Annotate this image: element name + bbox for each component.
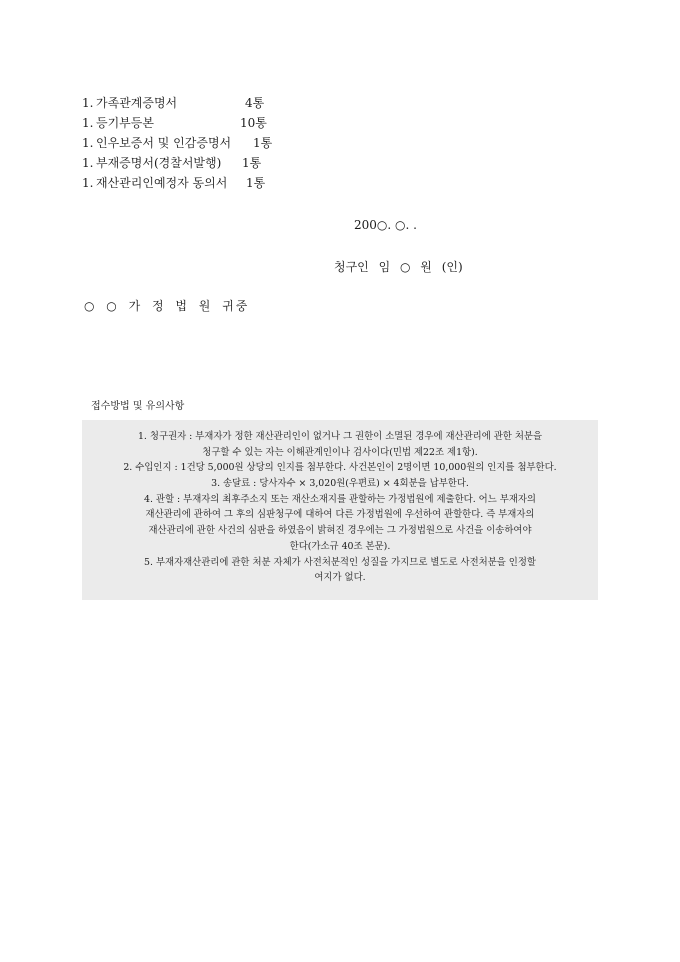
note-line: 청구할 수 있는 자는 이해관계인이나 검사이다(민법 제22조 제1항). (202, 446, 478, 458)
claimant-signature: 청구인 임 ○ 원 (인) (334, 260, 463, 274)
attachment-name: 가족관계증명서 (96, 96, 178, 110)
attachment-count: 1통 (246, 176, 266, 190)
attachment-count: 1통 (253, 136, 273, 150)
filing-date: 200○. ○. . (354, 218, 417, 232)
attachment-number: 1. (82, 96, 94, 110)
note-line: 4. 관할 : 부재자의 최후주소지 또는 재산소재지를 관할하는 가정법원에 제출한다. 어느 부재자의 (143, 493, 536, 505)
attachment-number: 1. (82, 156, 94, 170)
attachment-name: 재산관리인예정자 동의서 (96, 176, 228, 190)
note-line: 한다(가소규 40조 본문). (289, 540, 391, 552)
attachment-name: 등기부등본 (96, 116, 154, 130)
attachment-name: 부재증명서(경찰서발행) (96, 156, 222, 170)
note-line: 1. 청구권자 : 부재자가 정한 재산관리인이 없거나 그 권한이 소멸된 경우에 재산관리에 관한 처분을 (137, 431, 543, 442)
attachment-count: 1통 (242, 156, 262, 170)
notes-heading: 접수방법 및 유의사항 (91, 401, 185, 412)
attachment-number: 1. (82, 136, 94, 150)
attachment-name: 인우보증서 및 인감증명서 (96, 136, 232, 150)
note-line: 3. 송달료 : 당사자수 × 3,020원(우편료) × 4회분을 납부한다. (211, 478, 469, 490)
note-line: 여지가 없다. (314, 572, 366, 584)
note-line: 5. 부재자재산관리에 관한 처분 자체가 사전처분적인 성질을 가지므로 별도로 사전처분을 인정할 (144, 556, 536, 568)
note-line: 재산관리에 관한 사건의 심판을 하였음이 밝혀진 경우에는 그 가정법원으로 사건을 이송하여야 (148, 525, 532, 537)
note-line: 재산관리에 관하여 그 후의 심판청구에 대하여 다른 가정법원에 우선하여 관할한다. 즉 부재자의 (145, 509, 535, 521)
notes-box (82, 420, 598, 600)
attachment-number: 1. (82, 176, 94, 190)
court-addressee: ○ ○ 가 정 법 원 귀중 (84, 299, 250, 313)
attachment-count: 10통 (240, 116, 267, 130)
attachment-count: 4통 (245, 96, 265, 110)
note-line: 2. 수입인지 : 1건당 5,000원 상당의 인지를 첨부한다. 사건본인이 2명이면 10,000원의 인지를 첨부한다. (123, 462, 557, 474)
attachment-number: 1. (82, 116, 94, 130)
